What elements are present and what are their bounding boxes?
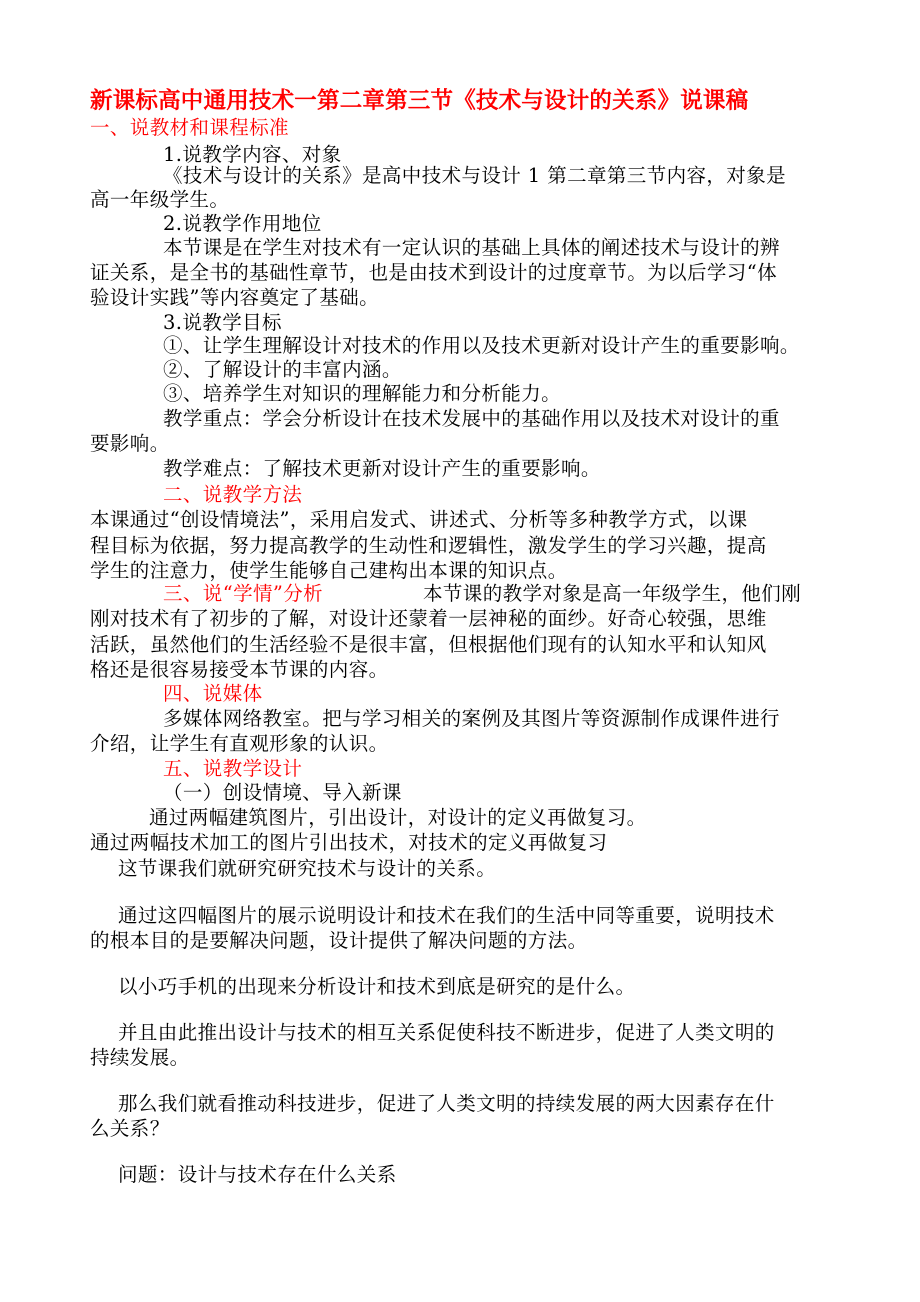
paragraph-line: 验设计实践”等内容奠定了基础。 [90, 286, 379, 309]
paragraph-line: 本课通过“创设情境法”，采用启发式、讲述式、分析等多种教学方式，以课 [90, 508, 748, 531]
paragraph-line: 活跃，虽然他们的生活经验不是很丰富，但根据他们现有的认知水平和认知风 [90, 633, 767, 656]
paragraph-line: 本节课的教学对象是高一年级学生，他们刚 [423, 582, 802, 605]
paragraph-line: 通过这四幅图片的展示说明设计和技术在我们的生活中同等重要，说明技术 [118, 904, 775, 927]
paragraph-line: 那么我们就看推动科技进步，促进了人类文明的持续发展的两大因素存在什 [118, 1092, 775, 1115]
section-heading-design: 五、说教学设计 [163, 757, 303, 780]
paragraph-line: 通过两幅建筑图片，引出设计，对设计的定义再做复习。 [149, 806, 647, 829]
paragraph-line: 多媒体网络教室。把与学习相关的案例及其图片等资源制作成课件进行 [163, 707, 780, 730]
goal-item: ①、让学生理解设计对技术的作用以及技术更新对设计产生的重要影响。 [163, 334, 800, 357]
paragraph-line: 的根本目的是要解决问题，设计提供了解决问题的方法。 [90, 929, 588, 952]
document-title: 新课标高中通用技术一第二章第三节《技术与设计的关系》说课稿 [90, 88, 749, 114]
paragraph-line: 本节课是在学生对技术有一定认识的基础上具体的阐述技术与设计的辨 [163, 236, 780, 259]
paragraph-line: 教学难点：了解技术更新对设计产生的重要影响。 [163, 457, 601, 480]
section-heading-textbook: 一、说教材和课程标准 [90, 116, 290, 139]
subheading-goals: 3.说教学目标 [163, 311, 282, 334]
goal-item: ③、培养学生对知识的理解能力和分析能力。 [163, 382, 562, 405]
paragraph-line: 通过两幅技术加工的图片引出技术，对技术的定义再做复习 [90, 831, 608, 854]
paragraph-line: 这节课我们就研究研究技术与设计的关系。 [118, 857, 497, 880]
paragraph-line: 刚对技术有了初步的了解，对设计还蒙着一层神秘的面纱。好奇心较强，思维 [90, 607, 767, 630]
paragraph-line: 要影响。 [90, 432, 170, 455]
paragraph-line: 格还是很容易接受本节课的内容。 [90, 658, 389, 681]
paragraph-line: 学生的注意力，使学生能够自己建构出本课的知识点。 [90, 559, 568, 582]
paragraph-line: 教学重点：学会分析设计在技术发展中的基础作用以及技术对设计的重 [163, 407, 780, 430]
paragraph-line: 高一年级学生。 [90, 188, 230, 211]
subheading-intro: （一）创设情境、导入新课 [163, 781, 402, 804]
section-heading-media: 四、说媒体 [163, 682, 263, 705]
paragraph-line: 持续发展。 [90, 1046, 190, 1069]
paragraph-line: 介绍，让学生有直观形象的认识。 [90, 732, 389, 755]
section-heading-method: 二、说教学方法 [163, 483, 303, 506]
subheading-content: 1.说教学内容、对象 [163, 143, 342, 166]
paragraph-line: 并且由此推出设计与技术的相互关系促使科技不断进步，促进了人类文明的 [118, 1021, 775, 1044]
paragraph-line: 么关系？ [90, 1117, 170, 1140]
paragraph-line: 以小巧手机的出现来分析设计和技术到底是研究的是什么。 [118, 975, 636, 998]
goal-item: ②、了解设计的丰富内涵。 [163, 358, 402, 381]
paragraph-line: 程目标为依据，努力提高教学的生动性和逻辑性，激发学生的学习兴趣，提高 [90, 534, 767, 557]
subheading-role: 2.说教学作用地位 [163, 212, 322, 235]
paragraph-line: 证关系，是全书的基础性章节，也是由技术到设计的过度章节。为以后学习“体 [90, 261, 777, 284]
question-line: 问题：设计与技术存在什么关系 [118, 1163, 397, 1186]
section-heading-students: 三、说“学情”分析 [163, 582, 324, 605]
paragraph-line: 《技术与设计的关系》是高中技术与设计 1 第二章第三节内容，对象是 [163, 164, 787, 187]
